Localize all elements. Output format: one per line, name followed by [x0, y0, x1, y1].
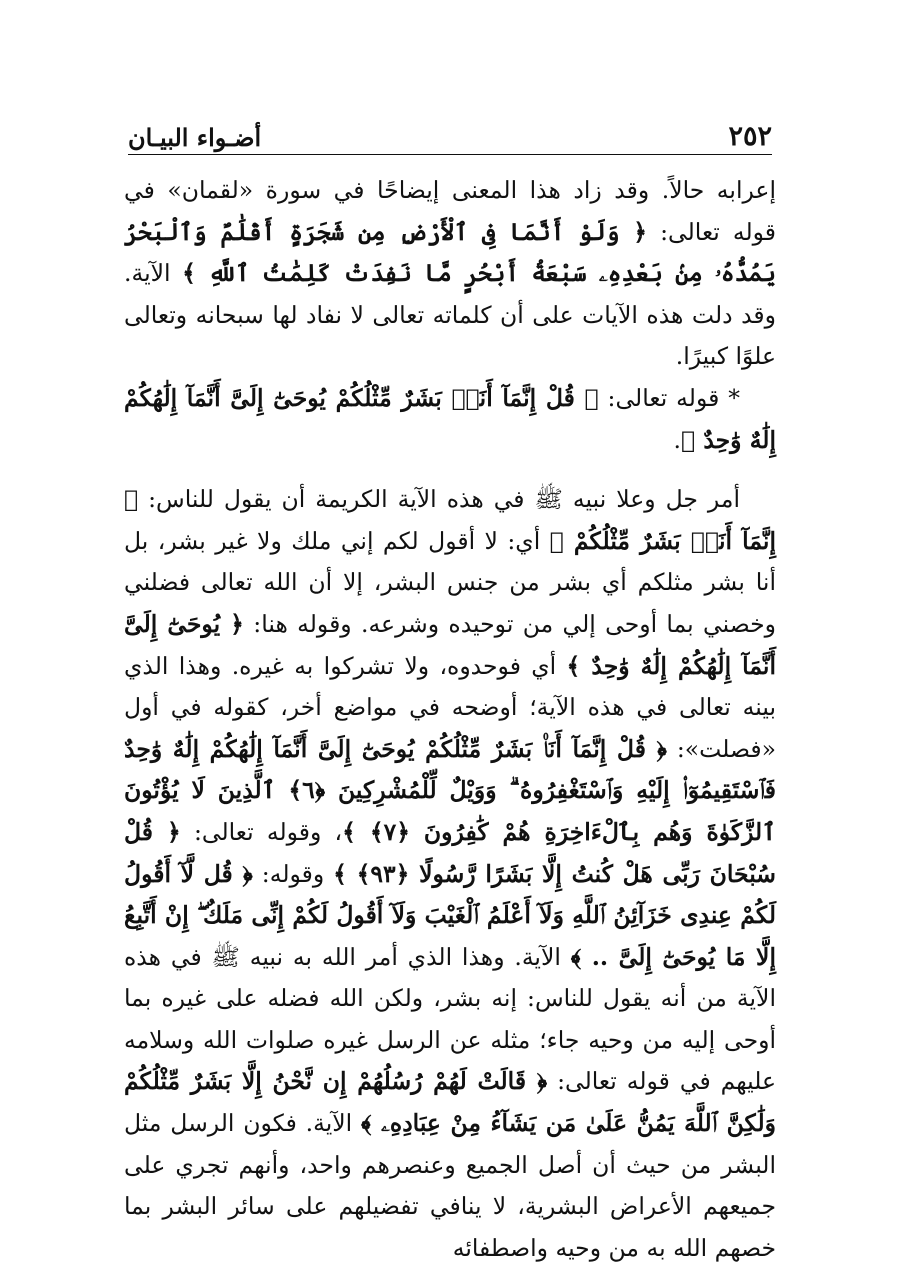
commentary-text: الآية. وهذا الذي أمر الله به نبيه ﷺ في هذه الآية من أنه يقول للناس: إنه بشر، ولكن الله فضله على غيره بما أوحى إليه من وحيه جاء؛ مثله عن الرسل غيره صلوات الله وسلامه عليهم في قوله تعالى: — [124, 942, 776, 1096]
commentary-text: ، وقوله تعالى: — [180, 817, 343, 846]
header-divider — [128, 154, 772, 155]
paragraph-tafsir — [124, 479, 776, 1269]
quran-verse-anam-50: ﴿ قُل لَّآ أَقُولُ لَكُمْ عِندِى خَزَآئِنُ ٱللَّهِ وَلَآ أَعْلَمُ ٱلْغَيْبَ وَلَآ أَقُولُ لَكُمْ إِنِّى مَلَكٌ ۖ إِنْ أَتَّبِعُ إِلَّا مَا يُوحَىٰٓ إِلَىَّ .. ﴾ — [124, 859, 776, 971]
page-number: ٢٥٢ — [728, 121, 772, 152]
commentary-text: أي فوحدوه، ولا تشركوا به غيره. وهذا الذي بينه تعالى في هذه الآية؛ أوضحه في مواضع أخر، كقوله في أول «فصلت»: — [124, 651, 776, 763]
page-body — [124, 170, 776, 1269]
quran-quote: ﴿ يُوحَىٰٓ إِلَىَّ أَنَّمَآ إِلَٰهُكُمْ إِلَٰهٌ وَٰحِدٌ ﴾ — [124, 609, 776, 680]
running-header — [128, 112, 772, 152]
commentary-text: الآية. فكون الرسل مثل البشر من حيث أن أصل الجميع وعنصرهم واحد، وأنهم تجري على جميعهم الأعراض البشرية، لا ينافي تفضيلهم على سائر البشر بما خصهم الله به من وحيه واصطفائه — [124, 1109, 776, 1262]
book-title: أضـواء البيـان — [128, 123, 262, 152]
commentary-text: الآية. وقد دلت هذه الآيات على أن كلماته تعالى لا نفاد لها سبحانه وتعالى علوًا كبيرًا. — [124, 259, 776, 371]
commentary-text: إعرابه حالاً. وقد زاد هذا المعنى إيضاحًا في سورة «لقمان» في قوله تعالى: — [124, 176, 776, 246]
verse-heading-end: . — [673, 425, 682, 454]
quran-verse-ibrahim-11: ﴿ قَالَتْ لَهُمْ رُسُلُهُمْ إِن نَّحْنُ إِلَّا بَشَرٌ مِّثْلُكُمْ وَلَٰكِنَّ ٱللَّهَ يَمُنُّ عَلَىٰ مَن يَشَآءُ مِنْ عِبَادِهِۦ ﴾ — [124, 1067, 776, 1138]
quran-verse-kahf-110: ﴿ قُلْ إِنَّمَآ أَنَا۠ بَشَرٌ مِّثْلُكُمْ يُوحَىٰٓ إِلَىَّ أَنَّمَآ إِلَٰهُكُمْ إِلَٰهٌ وَٰحِدٌ ﴾ — [124, 383, 776, 454]
commentary-text: وقوله: — [252, 859, 334, 888]
commentary-text: أمر جل وعلا نبيه ﷺ في هذه الآية الكريمة أن يقول للناس: — [138, 485, 740, 514]
quran-verse-isra-93: ﴿ قُلْ سُبْحَانَ رَبِّى هَلْ كُنتُ إِلَّا بَشَرًا رَّسُولًا ﴿٩٣﴾ ﴾ — [124, 817, 776, 888]
quran-verse-fussilat-6-7: ﴿ قُلْ إِنَّمَآ أَنَا۠ بَشَرٌ مِّثْلُكُمْ يُوحَىٰٓ إِلَىَّ أَنَّمَآ إِلَٰهُكُمْ إِلَٰهٌ وَٰحِدٌ فَٱسْتَقِيمُوٓا۟ إِلَيْهِ وَٱسْتَغْفِرُوهُ ۗ وَوَيْلٌ لِّلْمُشْرِكِينَ ﴿٦﴾ ٱلَّذِينَ لَا يُؤْتُونَ ٱلزَّكَوٰةَ وَهُم بِٱلْءَاخِرَةِ هُمْ كَٰفِرُونَ ﴿٧﴾ ﴾ — [124, 734, 777, 846]
commentary-text: أي: لا أقول لكم إني ملك ولا غير بشر، بل أنا بشر مثلكم أي بشر من جنس البشر، إلا أن الله تعالى فضلني وخصني بما أوحى إلي من توحيده وشرعه. وقوله هنا: — [124, 526, 776, 638]
paragraph-lughman-reference — [124, 170, 776, 378]
quran-verse-luqman-27: ﴿ وَلَوْ أَنَّمَا فِى ٱلْأَرْضِ مِن شَجَرَةٍ أَقْلَٰمٌ وَٱلْبَحْرُ يَمُدُّهُۥ مِنۢ بَعْدِهِۦ سَبْعَةُ أَبْحُرٍ مَّا نَفِدَتْ كَلِمَٰتُ ٱللَّهِ ﴾ — [124, 217, 776, 288]
verse-heading-intro: * قوله تعالى: — [598, 383, 740, 412]
quran-quote: ﴿ إِنَّمَآ أَنَا۠ بَشَرٌ مِّثْلُكُمْ ﴾ — [124, 485, 776, 555]
verse-heading — [124, 378, 776, 461]
